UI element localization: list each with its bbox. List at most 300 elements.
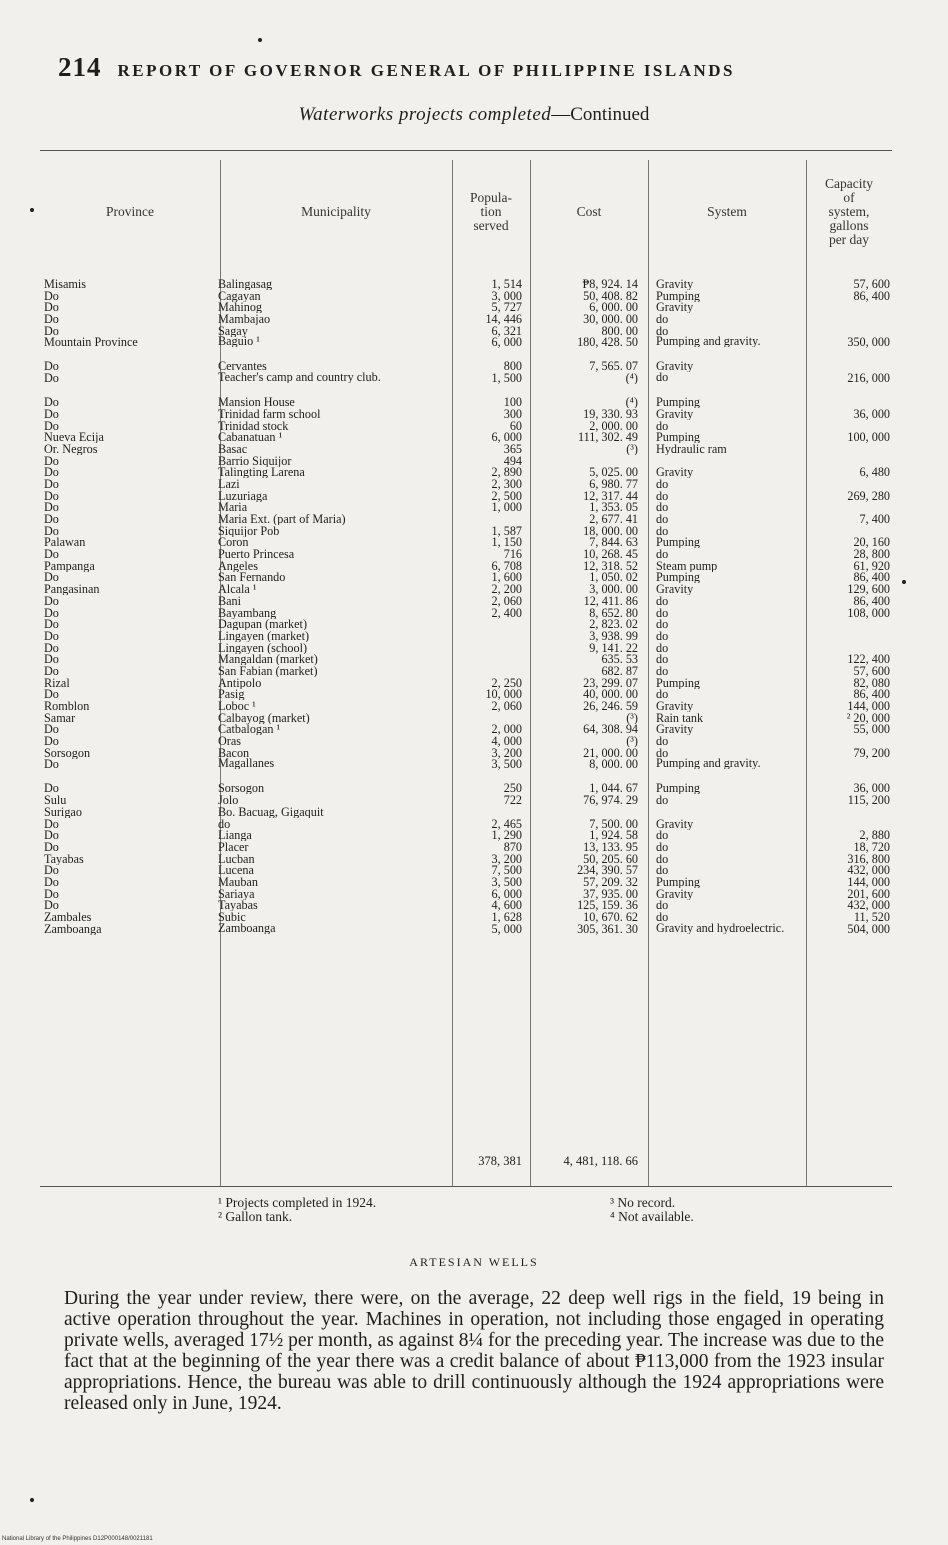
province-cell: Do [44, 289, 59, 302]
cost-cell: 76, 974. 29 [583, 794, 638, 807]
table-row [40, 818, 892, 830]
province-cell: Do [44, 829, 59, 842]
municipality-cell: Maria Ext. (part of Maria) [218, 513, 346, 525]
speck-mark [30, 1498, 34, 1502]
province-cell: Do [44, 735, 59, 748]
municipality-cell: Cabanatuan ¹ [218, 431, 283, 444]
province-cell: Samar [44, 711, 76, 724]
capacity-cell: 350, 000 [847, 336, 890, 349]
table-row [40, 478, 892, 490]
population-cell: 3, 500 [491, 758, 522, 771]
cost-cell: 10, 670. 62 [583, 911, 638, 923]
province-cell: Do [44, 618, 59, 631]
section-title: ARTESIAN WELLS [409, 1255, 539, 1269]
system-cell: Gravity and hydroelectric. [656, 922, 785, 934]
population-cell: 2, 500 [491, 489, 522, 502]
province-cell: Nueva Ecija [44, 431, 104, 444]
capacity-cell: 2, 880 [859, 829, 890, 842]
capacity-cell: 122, 400 [847, 653, 890, 666]
cost-cell: 3, 938. 99 [589, 629, 638, 642]
municipality-cell: Lucban [218, 852, 255, 865]
footnotes-left [218, 1196, 376, 1224]
system-cell: do [656, 594, 669, 607]
table-row [40, 864, 892, 876]
speck-mark [30, 208, 34, 212]
municipality-cell: San Fernando [218, 571, 286, 584]
table-row [40, 607, 892, 619]
footnote: ² Gallon tank. [218, 1209, 293, 1224]
province-cell: Do [44, 887, 59, 900]
speck-mark [902, 580, 906, 584]
municipality-cell: Cagayan [218, 289, 261, 302]
table-row [40, 747, 892, 759]
capacity-cell: 129, 600 [847, 583, 890, 596]
province-cell: Do [44, 840, 59, 853]
system-cell: Pumping [656, 536, 701, 549]
system-cell: Gravity [656, 583, 694, 596]
table-bottom-rule [40, 1186, 892, 1187]
municipality-cell: Placer [218, 840, 249, 853]
cost-cell: 26, 246. 59 [583, 700, 638, 712]
province-cell: Palawan [44, 536, 86, 549]
province-cell: Do [44, 360, 59, 373]
cost-cell: 180, 428. 50 [577, 336, 638, 349]
municipality-cell: Mambajao [218, 313, 271, 326]
column-header-system: System [707, 204, 747, 219]
cost-cell: 2, 000. 00 [589, 419, 638, 432]
population-cell: 2, 060 [491, 700, 522, 712]
footnote: ³ No record. [610, 1195, 676, 1210]
province-cell: Do [44, 313, 59, 326]
municipality-cell: Zamboanga [218, 922, 276, 934]
municipality-cell: Jolo [218, 794, 239, 807]
column-header-capacity: Capacity of system, gallons per day [825, 176, 873, 247]
municipality-cell: Lingayen (market) [218, 629, 310, 642]
province-cell: Zamboanga [44, 922, 102, 935]
capacity-cell: 36, 000 [853, 782, 890, 795]
system-cell: do [656, 794, 669, 807]
municipality-cell: Basac [218, 442, 248, 455]
column-header-municipality: Municipality [301, 204, 371, 219]
system-cell: do [656, 653, 669, 666]
population-cell: 3, 500 [491, 875, 522, 888]
municipality-cell: Maria [218, 501, 248, 514]
province-cell: Do [44, 606, 59, 619]
system-cell: Gravity [656, 407, 694, 420]
cost-cell: 1, 044. 67 [589, 782, 638, 795]
speck-mark [258, 38, 262, 42]
province-cell: Do [44, 301, 59, 314]
province-cell: Do [44, 513, 59, 525]
table-row [40, 735, 892, 747]
cost-cell: 635. 53 [601, 653, 638, 666]
cost-cell: 12, 411. 86 [583, 594, 638, 607]
capacity-cell: 86, 400 [853, 594, 890, 607]
table-row [40, 420, 892, 432]
capacity-cell: 7, 400 [859, 513, 890, 525]
population-cell: 5, 000 [491, 922, 522, 935]
table-row [40, 653, 892, 665]
table-row [40, 618, 892, 630]
province-cell: Do [44, 396, 59, 409]
table-row [40, 712, 892, 724]
table-row [40, 290, 892, 302]
system-cell: Gravity [656, 466, 694, 479]
table-row [40, 360, 892, 372]
cost-cell: 50, 205. 60 [583, 852, 638, 865]
cost-cell: 6, 980. 77 [589, 477, 638, 490]
system-cell: do [656, 641, 669, 654]
municipality-cell: Pasig [218, 688, 245, 701]
table-row [40, 630, 892, 642]
table-body [40, 278, 892, 947]
municipality-cell: Catbalogan ¹ [218, 723, 281, 736]
table-row [40, 583, 892, 595]
system-cell: Pumping [656, 571, 701, 584]
municipality-cell: Dagupan (market) [218, 618, 307, 631]
capacity-cell: ² 20, 000 [846, 711, 890, 724]
cost-cell: 1, 924. 58 [589, 829, 638, 842]
capacity-cell: 20, 160 [853, 536, 890, 549]
population-cell: 14, 446 [485, 313, 522, 326]
cost-cell: 57, 209. 32 [583, 875, 638, 888]
population-cell: 2, 890 [491, 466, 522, 479]
table-row [40, 677, 892, 689]
population-cell: 722 [503, 794, 522, 807]
capacity-cell: 6, 480 [859, 466, 890, 479]
municipality-cell: Mansion House [218, 396, 295, 409]
municipality-cell: Baguio ¹ [218, 336, 260, 348]
capacity-cell: 216, 000 [847, 372, 890, 385]
municipality-cell: Bo. Bacuag, Gigaquit [218, 805, 324, 818]
table-row [40, 723, 892, 735]
municipality-cell: Cervantes [218, 360, 267, 373]
table-row [40, 443, 892, 455]
table-row [40, 301, 892, 313]
cost-cell: 30, 000. 00 [583, 313, 638, 326]
table-row [40, 911, 892, 923]
cost-cell: 21, 000. 00 [583, 746, 638, 759]
table-row [40, 853, 892, 865]
capacity-cell: 18, 720 [853, 840, 890, 853]
population-cell: 365 [503, 442, 522, 455]
population-cell: 2, 465 [491, 817, 522, 830]
table-row [40, 571, 892, 583]
system-cell: do [656, 313, 669, 326]
cost-cell: 125, 159. 36 [577, 899, 638, 912]
population-cell: 6, 000 [491, 336, 522, 349]
population-cell: 6, 000 [491, 431, 522, 444]
population-cell: 2, 300 [491, 477, 522, 490]
capacity-cell: 86, 400 [853, 688, 890, 701]
footnote: ¹ Projects completed in 1924. [218, 1195, 377, 1210]
cost-cell: 305, 361. 30 [577, 922, 638, 935]
municipality-cell: Lucena [218, 864, 254, 877]
population-cell: 870 [503, 840, 522, 853]
province-cell: Surigao [44, 805, 82, 818]
capacity-cell: 100, 000 [847, 431, 890, 444]
cost-cell: 50, 408. 82 [583, 289, 638, 302]
province-cell: Or. Negros [44, 442, 98, 455]
cost-cell: 8, 000. 00 [589, 758, 638, 771]
municipality-cell: Bayambang [218, 606, 277, 619]
population-cell: 3, 000 [491, 289, 522, 302]
table-row [40, 642, 892, 654]
municipality-cell: Magallanes [218, 758, 275, 770]
system-cell: do [656, 840, 669, 853]
cost-cell: (³) [626, 735, 638, 748]
footnotes-right [610, 1196, 694, 1224]
cost-cell: 10, 268. 45 [583, 548, 638, 561]
province-cell: Pangasinan [44, 583, 100, 596]
population-cell: 1, 587 [491, 524, 522, 537]
system-cell: Rain tank [656, 711, 704, 724]
system-cell: do [656, 664, 669, 677]
province-cell: Do [44, 688, 59, 701]
capacity-cell: 11, 520 [853, 911, 890, 923]
table-row [40, 794, 892, 806]
table-caption [0, 104, 948, 126]
municipality-cell: Siquijor Pob [218, 524, 280, 537]
municipality-cell: Oras [218, 735, 242, 748]
table-row [40, 829, 892, 841]
province-cell: Do [44, 594, 59, 607]
system-cell: do [656, 606, 669, 619]
province-cell: Do [44, 664, 59, 677]
municipality-cell: San Fabian (market) [218, 664, 318, 677]
table-row [40, 431, 892, 443]
table-row [40, 536, 892, 548]
system-cell: do [656, 548, 669, 561]
province-cell: Do [44, 419, 59, 432]
municipality-cell: Angeles [218, 559, 258, 572]
table-row [40, 700, 892, 712]
population-cell: 250 [503, 782, 522, 795]
table-row [40, 466, 892, 478]
cost-cell: 1, 353. 05 [589, 501, 638, 514]
population-cell: 6, 000 [491, 887, 522, 900]
municipality-cell: Balingasag [218, 278, 273, 290]
table-row [40, 665, 892, 677]
cost-cell: 682. 87 [601, 664, 638, 677]
capacity-cell: 79, 200 [853, 746, 890, 759]
system-cell: do [656, 746, 669, 759]
system-cell: do [656, 513, 669, 525]
page-number: 214 [58, 52, 102, 82]
capacity-cell: 504, 000 [847, 922, 890, 935]
population-cell: 10, 000 [485, 688, 522, 701]
system-cell: do [656, 501, 669, 514]
totals-row [40, 1150, 892, 1170]
system-cell: Steam pump [656, 559, 718, 572]
municipality-cell: Subic [218, 911, 246, 923]
province-cell: Do [44, 875, 59, 888]
population-cell: 1, 600 [491, 571, 522, 584]
system-cell: Gravity [656, 278, 694, 290]
population-cell: 1, 150 [491, 536, 522, 549]
population-cell: 3, 200 [491, 746, 522, 759]
capacity-cell: 432, 000 [847, 864, 890, 877]
province-cell: Do [44, 723, 59, 736]
province-cell: Do [44, 641, 59, 654]
population-cell: 1, 628 [491, 911, 522, 923]
table-row [40, 876, 892, 888]
municipality-cell: Lazi [218, 477, 240, 490]
capacity-cell: 86, 400 [853, 571, 890, 584]
cost-cell: 7, 500. 00 [589, 817, 638, 830]
column-header-cost: Cost [576, 204, 602, 219]
system-cell: Pumping [656, 289, 701, 302]
system-cell: Gravity [656, 700, 694, 712]
province-cell: Rizal [44, 676, 70, 689]
system-cell: Pumping [656, 431, 701, 444]
system-cell: do [656, 829, 669, 842]
population-cell: 716 [503, 548, 522, 561]
province-cell: Do [44, 571, 59, 584]
system-cell: do [656, 735, 669, 748]
population-cell: 3, 200 [491, 852, 522, 865]
total-cost: 4, 481, 118. 66 [563, 1154, 638, 1168]
cost-cell: (⁴) [625, 396, 638, 409]
system-cell: do [656, 688, 669, 701]
population-cell: 100 [503, 396, 522, 409]
system-cell: do [656, 324, 669, 337]
population-cell: 6, 321 [491, 324, 522, 337]
table-row [40, 782, 892, 794]
municipality-cell: Coron [218, 536, 249, 549]
capacity-cell: 36, 000 [853, 407, 890, 420]
population-cell: 7, 500 [491, 864, 522, 877]
cost-cell: 6, 000. 00 [589, 301, 638, 314]
cost-cell: 23, 299. 07 [583, 676, 638, 689]
system-cell: Pumping and gravity. [656, 758, 761, 770]
population-cell: 60 [509, 419, 522, 432]
capacity-cell: 316, 800 [847, 852, 890, 865]
municipality-cell: Lingayen (school) [218, 641, 308, 654]
table-row [40, 560, 892, 572]
cost-cell: 13, 133. 95 [583, 840, 638, 853]
province-cell: Sulu [44, 794, 67, 807]
cost-cell: 9, 141. 22 [589, 641, 638, 654]
column-header-province: Province [106, 204, 154, 219]
capacity-cell: 28, 800 [853, 548, 890, 561]
population-cell: 2, 000 [491, 723, 522, 736]
municipality-cell: Sorsogon [218, 782, 265, 795]
municipality-cell: Mahinog [218, 301, 263, 314]
system-cell: do [656, 911, 669, 923]
system-cell: Pumping [656, 676, 701, 689]
cost-cell: 8, 652. 80 [589, 606, 638, 619]
cost-cell: 1, 050. 02 [589, 571, 638, 584]
table-row [40, 758, 892, 782]
system-cell: Pumping [656, 396, 701, 409]
province-cell: Do [44, 501, 59, 514]
system-cell: Pumping [656, 875, 701, 888]
table-row [40, 336, 892, 360]
province-cell: Do [44, 899, 59, 912]
population-cell: 1, 500 [491, 372, 522, 385]
municipality-cell: Mauban [218, 875, 258, 888]
table-row [40, 513, 892, 525]
table-caption-rest: —Continued [551, 104, 650, 125]
table-row [40, 806, 892, 818]
system-cell: do [656, 489, 669, 502]
table-row [40, 408, 892, 420]
system-cell: Pumping and gravity. [656, 336, 761, 348]
population-cell: 4, 000 [491, 735, 522, 748]
municipality-cell: Trinidad farm school [218, 407, 321, 420]
municipality-cell: Tayabas [218, 899, 258, 912]
province-cell: Sorsogon [44, 746, 91, 759]
capacity-cell: 115, 200 [847, 794, 890, 807]
municipality-cell: Sariaya [218, 887, 255, 900]
municipality-cell: Calbayog (market) [218, 711, 310, 724]
table-row [40, 490, 892, 502]
population-cell: 6, 708 [491, 559, 522, 572]
municipality-cell: Lianga [218, 829, 252, 842]
municipality-cell: Alcala ¹ [218, 583, 257, 596]
municipality-cell: do [218, 817, 231, 830]
table-row [40, 548, 892, 560]
cost-cell: (⁴) [625, 372, 638, 385]
cost-cell: 7, 565. 07 [589, 360, 638, 373]
total-population: 378, 381 [478, 1154, 522, 1168]
municipality-cell: Puerto Princesa [218, 548, 295, 561]
system-cell: do [656, 477, 669, 490]
province-cell: Do [44, 817, 59, 830]
province-cell: Do [44, 524, 59, 537]
system-cell: do [656, 629, 669, 642]
province-cell: Do [44, 782, 59, 795]
municipality-cell: Luzuriaga [218, 489, 268, 502]
system-cell: Gravity [656, 817, 694, 830]
system-cell: Gravity [656, 723, 694, 736]
province-cell: Do [44, 372, 59, 385]
municipality-cell: Antipolo [218, 676, 262, 689]
system-cell: do [656, 419, 669, 432]
province-cell: Pampanga [44, 559, 95, 572]
cost-cell: 234, 390. 57 [577, 864, 638, 877]
cost-cell: 3, 000. 00 [589, 583, 638, 596]
table-row [40, 455, 892, 467]
table-row [40, 372, 892, 396]
cost-cell: (³) [626, 711, 638, 724]
table-row [40, 396, 892, 408]
system-cell: do [656, 852, 669, 865]
population-cell: 2, 400 [491, 606, 522, 619]
capacity-cell: 55, 000 [853, 723, 890, 736]
capacity-cell: 144, 000 [847, 700, 890, 712]
cost-cell: 2, 823. 02 [589, 618, 638, 631]
province-cell: Romblon [44, 700, 90, 712]
population-cell: 300 [503, 407, 522, 420]
province-cell: Do [44, 548, 59, 561]
municipality-cell: Trinidad stock [218, 419, 289, 432]
cost-cell: 19, 330. 93 [583, 407, 638, 420]
capacity-cell: 57, 600 [853, 278, 890, 290]
table-row [40, 899, 892, 911]
capacity-cell: 82, 080 [853, 676, 890, 689]
cost-cell: 5, 025. 00 [589, 466, 638, 479]
page-header [58, 52, 888, 83]
cost-cell: 2, 677. 41 [589, 513, 638, 525]
body-paragraph: During the year under review, there were, on the average, 22 deep well rigs in the field, 19 being in active operation throughout the year. Machines in operation, not including those engaged in operating private wells, averaged 17½ per month, as against 8¼ for the preceding year. The increase was due to the fact that at the beginning of the year there was a credit balance of about ₱113,000 from the 1923 insular appropriations. Hence, the bureau was able to drill continuously although the 1924 appropriations were released only in June, 1924. [64, 1288, 884, 1414]
running-title: REPORT OF GOVERNOR GENERAL OF PHILIPPINE ISLANDS [117, 61, 736, 80]
municipality-cell: Sagay [218, 324, 248, 337]
capacity-cell: 432, 000 [847, 899, 890, 912]
population-cell: 5, 727 [491, 301, 522, 314]
capacity-cell: 144, 000 [847, 875, 890, 888]
